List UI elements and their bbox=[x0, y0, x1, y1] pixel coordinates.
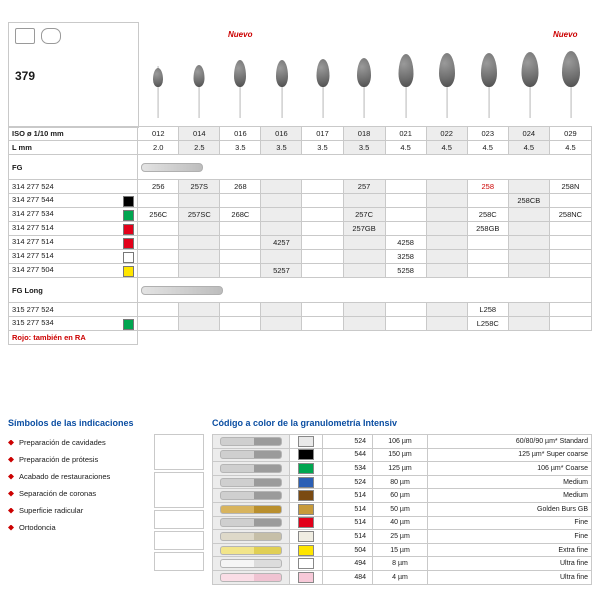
row-lmm bbox=[9, 141, 592, 155]
part-cell bbox=[385, 208, 426, 222]
color-chip-yellow bbox=[123, 266, 134, 277]
part-cell: L258C bbox=[467, 317, 508, 331]
color-chip-green bbox=[123, 210, 134, 221]
part-cell: 5258 bbox=[385, 264, 426, 278]
lmm-cell: 4.5 bbox=[385, 141, 426, 155]
ref-cell bbox=[9, 317, 138, 331]
part-cell bbox=[426, 236, 467, 250]
part-cell bbox=[385, 194, 426, 208]
grit-size: 25 µm bbox=[373, 530, 428, 544]
diamond-icon bbox=[8, 474, 14, 480]
color-swatch bbox=[290, 462, 323, 476]
bur-icon bbox=[220, 478, 282, 487]
product-info-box bbox=[8, 22, 139, 128]
grit-desc: Ultra fine bbox=[428, 570, 592, 584]
bur-022 bbox=[427, 38, 468, 118]
bur-icon bbox=[220, 505, 282, 514]
tool-icon-1 bbox=[15, 28, 35, 46]
part-cell bbox=[508, 180, 549, 194]
part-cell bbox=[261, 180, 302, 194]
color-swatch bbox=[290, 448, 323, 462]
iso-cell: 016 bbox=[220, 127, 261, 141]
part-cell bbox=[549, 236, 591, 250]
granulometry-title: Código a color de la granulometría Intensiv bbox=[212, 418, 398, 428]
bur-icon bbox=[220, 559, 282, 568]
part-cell bbox=[343, 317, 385, 331]
ref-text: 314 277 514 bbox=[12, 222, 54, 232]
bur-swatch bbox=[213, 530, 290, 544]
grit-desc: 60/80/90 µm* Standard bbox=[428, 435, 592, 449]
part-cell bbox=[179, 236, 220, 250]
color-swatch bbox=[290, 557, 323, 571]
part-cell: 256 bbox=[138, 180, 179, 194]
ref-text: 314 277 514 bbox=[12, 250, 54, 260]
iso-cell: 014 bbox=[179, 127, 220, 141]
table-row bbox=[9, 264, 592, 278]
part-cell bbox=[385, 180, 426, 194]
bur-021 bbox=[385, 38, 426, 118]
row-fg-long bbox=[9, 278, 592, 303]
part-cell bbox=[179, 264, 220, 278]
part-cell: 268C bbox=[220, 208, 261, 222]
part-cell bbox=[261, 303, 302, 317]
part-cell bbox=[426, 208, 467, 222]
color-swatch bbox=[290, 489, 323, 503]
bur-swatch bbox=[213, 557, 290, 571]
part-cell bbox=[549, 264, 591, 278]
part-cell bbox=[261, 317, 302, 331]
part-cell bbox=[179, 194, 220, 208]
fg-long-shape-cell bbox=[138, 278, 592, 303]
orthodontics-icon bbox=[154, 552, 204, 571]
grit-code: 514 bbox=[323, 516, 373, 530]
color-swatch bbox=[290, 475, 323, 489]
grit-code: 494 bbox=[323, 557, 373, 571]
grit-size: 125 µm bbox=[373, 462, 428, 476]
part-cell: L258 bbox=[467, 303, 508, 317]
part-cell bbox=[302, 208, 343, 222]
row-note bbox=[9, 331, 592, 345]
part-cell bbox=[138, 236, 179, 250]
part-cell bbox=[138, 250, 179, 264]
part-cell bbox=[549, 250, 591, 264]
part-cell: 256C bbox=[138, 208, 179, 222]
part-cell: 257C bbox=[343, 208, 385, 222]
table-row bbox=[9, 303, 592, 317]
color-swatch bbox=[290, 502, 323, 516]
bur-017 bbox=[302, 38, 343, 118]
table-row bbox=[9, 250, 592, 264]
color-chip-green bbox=[123, 319, 134, 330]
bur-swatch bbox=[213, 570, 290, 584]
part-cell bbox=[138, 264, 179, 278]
part-cell: 258NC bbox=[549, 208, 591, 222]
grit-desc: Medium bbox=[428, 475, 592, 489]
bur-icon bbox=[220, 532, 282, 541]
bur-swatch bbox=[213, 543, 290, 557]
grit-size: 8 µm bbox=[373, 557, 428, 571]
grit-code: 484 bbox=[323, 570, 373, 584]
part-cell bbox=[426, 264, 467, 278]
bur-swatch bbox=[213, 475, 290, 489]
part-cell bbox=[426, 222, 467, 236]
part-cell bbox=[426, 317, 467, 331]
part-cell bbox=[220, 264, 261, 278]
ref-text: 314 277 544 bbox=[12, 194, 54, 204]
lmm-cell: 4.5 bbox=[508, 141, 549, 155]
bur-swatch bbox=[213, 489, 290, 503]
lmm-cell: 3.5 bbox=[302, 141, 343, 155]
part-cell bbox=[302, 194, 343, 208]
symbols-section bbox=[8, 418, 204, 536]
iso-cell: 024 bbox=[508, 127, 549, 141]
ref-cell bbox=[9, 222, 138, 236]
ref-text: 315 277 534 bbox=[12, 317, 54, 327]
symbol-label: Separación de coronas bbox=[19, 489, 97, 498]
part-cell bbox=[508, 250, 549, 264]
product-code: 379 bbox=[15, 69, 36, 83]
part-cell: 258 bbox=[467, 180, 508, 194]
iso-cell: 029 bbox=[549, 127, 591, 141]
bur-icon bbox=[220, 464, 282, 473]
diamond-icon bbox=[8, 508, 14, 514]
part-cell bbox=[508, 222, 549, 236]
grit-size: 80 µm bbox=[373, 475, 428, 489]
grit-size: 150 µm bbox=[373, 448, 428, 462]
table-row bbox=[213, 462, 592, 476]
note-blank bbox=[138, 331, 592, 345]
grit-code: 524 bbox=[323, 435, 373, 449]
part-cell bbox=[220, 317, 261, 331]
color-swatch bbox=[290, 516, 323, 530]
part-cell bbox=[138, 222, 179, 236]
grit-code: 504 bbox=[323, 543, 373, 557]
diamond-icon bbox=[8, 440, 14, 446]
part-cell bbox=[467, 236, 508, 250]
part-cell bbox=[385, 317, 426, 331]
part-cell bbox=[508, 317, 549, 331]
part-cell bbox=[220, 303, 261, 317]
grit-size: 60 µm bbox=[373, 489, 428, 503]
symbols-title: Símbolos de las indicaciones bbox=[8, 418, 134, 428]
ref-text: 314 277 514 bbox=[12, 236, 54, 246]
part-cell: 258C bbox=[467, 208, 508, 222]
part-cell: 257GB bbox=[343, 222, 385, 236]
ref-cell: 315 277 524 bbox=[9, 303, 138, 317]
grit-size: 40 µm bbox=[373, 516, 428, 530]
iso-cell: 017 bbox=[302, 127, 343, 141]
ref-cell: 314 277 524 bbox=[9, 180, 138, 194]
grit-code: 524 bbox=[323, 475, 373, 489]
part-cell bbox=[302, 236, 343, 250]
part-cell bbox=[549, 194, 591, 208]
part-cell bbox=[179, 317, 220, 331]
part-cell bbox=[343, 194, 385, 208]
bur-swatch bbox=[213, 448, 290, 462]
ref-cell bbox=[9, 236, 138, 250]
diamond-icon bbox=[8, 525, 14, 531]
part-cell bbox=[549, 303, 591, 317]
part-cell bbox=[343, 303, 385, 317]
nuevo-label-right: Nuevo bbox=[553, 30, 578, 39]
color-swatch bbox=[290, 435, 323, 449]
row-iso bbox=[9, 127, 592, 141]
lmm-label: L mm bbox=[9, 141, 138, 155]
grit-code: 544 bbox=[323, 448, 373, 462]
part-cell bbox=[138, 317, 179, 331]
ref-cell bbox=[9, 264, 138, 278]
symbol-label: Ortodoncia bbox=[19, 523, 56, 532]
color-swatch bbox=[290, 530, 323, 544]
ref-cell bbox=[9, 250, 138, 264]
table-row bbox=[213, 516, 592, 530]
table-row bbox=[9, 180, 592, 194]
part-cell bbox=[302, 180, 343, 194]
ra-note: Rojo: también en RA bbox=[9, 331, 138, 345]
bur-023 bbox=[468, 38, 509, 118]
fg-long-bur-shape bbox=[141, 286, 223, 295]
fg-shape-cell bbox=[138, 155, 592, 180]
part-cell bbox=[220, 194, 261, 208]
part-cell bbox=[302, 250, 343, 264]
part-cell bbox=[343, 264, 385, 278]
table-row bbox=[9, 194, 592, 208]
ref-text: 314 277 534 bbox=[12, 208, 54, 218]
bur-icon bbox=[220, 573, 282, 582]
part-cell bbox=[508, 264, 549, 278]
part-cell bbox=[179, 222, 220, 236]
bur-swatch bbox=[213, 502, 290, 516]
part-cell bbox=[426, 303, 467, 317]
ref-cell bbox=[9, 208, 138, 222]
bur-swatch bbox=[213, 516, 290, 530]
bur-012 bbox=[137, 38, 178, 118]
symbol-label: Preparación de cavidades bbox=[19, 438, 106, 447]
part-cell: 257 bbox=[343, 180, 385, 194]
grit-code: 534 bbox=[323, 462, 373, 476]
part-cell bbox=[261, 194, 302, 208]
grit-code: 514 bbox=[323, 489, 373, 503]
part-cell bbox=[385, 303, 426, 317]
grit-desc: 125 µm* Super coarse bbox=[428, 448, 592, 462]
bur-swatch bbox=[213, 435, 290, 449]
part-cell bbox=[343, 250, 385, 264]
iso-cell: 021 bbox=[385, 127, 426, 141]
specification-table bbox=[8, 126, 592, 345]
part-cell: 3258 bbox=[385, 250, 426, 264]
part-cell: 257SC bbox=[179, 208, 220, 222]
color-swatch bbox=[290, 543, 323, 557]
table-row bbox=[213, 570, 592, 584]
grit-desc: 106 µm* Coarse bbox=[428, 462, 592, 476]
color-chip-black bbox=[123, 196, 134, 207]
part-cell: 4258 bbox=[385, 236, 426, 250]
part-cell bbox=[179, 250, 220, 264]
part-cell bbox=[261, 208, 302, 222]
part-cell bbox=[138, 194, 179, 208]
table-row bbox=[213, 543, 592, 557]
ref-cell bbox=[9, 194, 138, 208]
part-cell bbox=[426, 180, 467, 194]
part-cell bbox=[220, 236, 261, 250]
bur-icon bbox=[220, 518, 282, 527]
tool-icon-2 bbox=[41, 28, 61, 46]
color-chip-red bbox=[123, 238, 134, 249]
color-chip-white bbox=[123, 252, 134, 263]
grit-size: 15 µm bbox=[373, 543, 428, 557]
prosthesis-prep-icon bbox=[154, 472, 204, 508]
part-cell bbox=[426, 194, 467, 208]
bur-029 bbox=[551, 38, 592, 118]
cavity-prep-icon bbox=[154, 434, 204, 470]
part-cell bbox=[302, 264, 343, 278]
bur-018 bbox=[344, 38, 385, 118]
part-cell: 268 bbox=[220, 180, 261, 194]
table-row bbox=[213, 475, 592, 489]
fg-bur-shape bbox=[141, 163, 203, 172]
part-cell bbox=[343, 236, 385, 250]
diamond-icon bbox=[8, 491, 14, 497]
part-cell bbox=[508, 303, 549, 317]
bur-icon bbox=[220, 491, 282, 500]
bur-016a bbox=[220, 38, 261, 118]
root-surface-icon bbox=[154, 531, 204, 550]
lmm-cell: 2.5 bbox=[179, 141, 220, 155]
table-row bbox=[9, 317, 592, 331]
lmm-cell: 4.5 bbox=[467, 141, 508, 155]
grit-size: 50 µm bbox=[373, 502, 428, 516]
part-cell bbox=[179, 303, 220, 317]
color-chip-red bbox=[123, 224, 134, 235]
part-cell: 258GB bbox=[467, 222, 508, 236]
part-cell bbox=[220, 222, 261, 236]
table-row bbox=[213, 435, 592, 449]
table-row bbox=[213, 557, 592, 571]
nuevo-label-left: Nuevo bbox=[228, 30, 253, 39]
table-row bbox=[213, 502, 592, 516]
lmm-cell: 4.5 bbox=[549, 141, 591, 155]
part-cell: 5257 bbox=[261, 264, 302, 278]
bur-icon bbox=[220, 450, 282, 459]
part-cell bbox=[508, 236, 549, 250]
grit-code: 514 bbox=[323, 502, 373, 516]
part-cell bbox=[549, 222, 591, 236]
lmm-cell: 3.5 bbox=[343, 141, 385, 155]
bur-014 bbox=[178, 38, 219, 118]
table-row bbox=[213, 448, 592, 462]
part-cell bbox=[385, 222, 426, 236]
crown-separation-icon bbox=[154, 510, 204, 529]
fg-label: FG bbox=[9, 155, 138, 180]
symbol-pictograms bbox=[154, 434, 204, 573]
part-cell: 258N bbox=[549, 180, 591, 194]
bur-icon bbox=[220, 437, 282, 446]
iso-cell: 012 bbox=[138, 127, 179, 141]
part-cell bbox=[467, 194, 508, 208]
table-row bbox=[9, 222, 592, 236]
lmm-cell: 4.5 bbox=[426, 141, 467, 155]
part-cell bbox=[302, 303, 343, 317]
part-cell: 4257 bbox=[261, 236, 302, 250]
grit-desc: Ultra fine bbox=[428, 557, 592, 571]
iso-cell: 022 bbox=[426, 127, 467, 141]
bur-swatch bbox=[213, 462, 290, 476]
symbol-label: Preparación de prótesis bbox=[19, 455, 99, 464]
lmm-cell: 3.5 bbox=[220, 141, 261, 155]
part-cell: 258CB bbox=[508, 194, 549, 208]
part-cell bbox=[467, 250, 508, 264]
table-row bbox=[213, 489, 592, 503]
part-cell bbox=[302, 222, 343, 236]
part-cell bbox=[220, 250, 261, 264]
color-swatch bbox=[290, 570, 323, 584]
granulometry-section bbox=[212, 418, 592, 585]
part-cell bbox=[467, 264, 508, 278]
grit-desc: Fine bbox=[428, 516, 592, 530]
grit-desc: Fine bbox=[428, 530, 592, 544]
grit-desc: Medium bbox=[428, 489, 592, 503]
bur-024 bbox=[509, 38, 550, 118]
iso-cell: 016 bbox=[261, 127, 302, 141]
grit-desc: Extra fine bbox=[428, 543, 592, 557]
part-cell bbox=[261, 222, 302, 236]
grit-code: 514 bbox=[323, 530, 373, 544]
bur-icon bbox=[220, 546, 282, 555]
iso-cell: 023 bbox=[467, 127, 508, 141]
symbol-label: Superficie radicular bbox=[19, 506, 84, 515]
table-row bbox=[9, 236, 592, 250]
part-cell bbox=[508, 208, 549, 222]
ref-text: 314 277 504 bbox=[12, 264, 54, 274]
table-row bbox=[9, 208, 592, 222]
part-cell bbox=[426, 250, 467, 264]
lmm-cell: 2.0 bbox=[138, 141, 179, 155]
grit-desc: Golden Burs GB bbox=[428, 502, 592, 516]
fg-long-label: FG Long bbox=[9, 278, 138, 303]
iso-cell: 018 bbox=[343, 127, 385, 141]
symbol-label: Acabado de restauraciones bbox=[19, 472, 111, 481]
part-cell bbox=[549, 317, 591, 331]
bur-016b bbox=[261, 38, 302, 118]
grit-size: 4 µm bbox=[373, 570, 428, 584]
grit-size: 106 µm bbox=[373, 435, 428, 449]
part-cell bbox=[302, 317, 343, 331]
diamond-icon bbox=[8, 457, 14, 463]
iso-label: ISO ø 1/10 mm bbox=[9, 127, 138, 141]
table-row bbox=[213, 530, 592, 544]
part-cell bbox=[261, 250, 302, 264]
lmm-cell: 3.5 bbox=[261, 141, 302, 155]
part-cell bbox=[138, 303, 179, 317]
part-cell: 257S bbox=[179, 180, 220, 194]
row-fg bbox=[9, 155, 592, 180]
